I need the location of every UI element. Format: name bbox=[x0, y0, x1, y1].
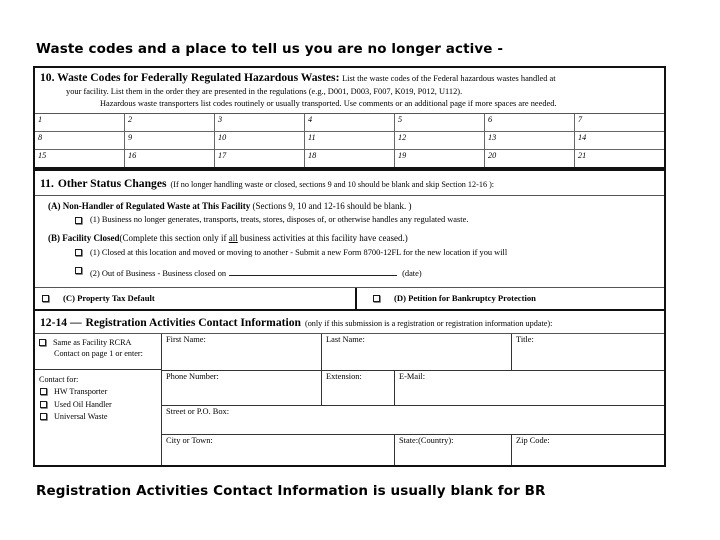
section-11-title: Other Status Changes bbox=[57, 177, 167, 191]
phone-number-field[interactable]: Phone Number: bbox=[162, 371, 322, 405]
section-10-instruction-line2: your facility. List them in the order they are presented in the regulations (e.g., D001, D003, F007, K019, P012, U112). bbox=[66, 86, 463, 96]
zip-code-field[interactable]: Zip Code: bbox=[516, 436, 550, 446]
waste-code-cell-20[interactable]: 20 bbox=[485, 150, 575, 167]
contact-for-option-label: Universal Waste bbox=[54, 411, 108, 421]
checkbox-icon[interactable] bbox=[373, 295, 380, 302]
waste-code-row bbox=[35, 132, 664, 150]
contact-information-table bbox=[35, 334, 664, 465]
waste-code-grid bbox=[35, 114, 664, 169]
contact-row-phone bbox=[162, 371, 664, 406]
waste-code-cell-13[interactable]: 13 bbox=[485, 132, 575, 149]
section-12-14-header bbox=[35, 311, 664, 335]
closed-on-date-input[interactable] bbox=[229, 266, 397, 276]
part-b-item-2-date-label: (date) bbox=[402, 268, 422, 278]
part-b-note-post: business activities at this facility have ceased.) bbox=[237, 233, 408, 244]
part-a-item-1[interactable] bbox=[40, 215, 659, 225]
checkbox-icon[interactable] bbox=[39, 339, 46, 346]
section-10-title: Waste Codes for Federally Regulated Hazardous Wastes: bbox=[57, 71, 340, 84]
section-11-body bbox=[35, 196, 664, 288]
waste-code-cell-5[interactable]: 5 bbox=[395, 114, 485, 131]
part-b-item-2-label bbox=[90, 266, 422, 279]
epa-form-8700-12fl bbox=[33, 66, 666, 467]
section-10-instruction-line3: Hazardous waste transporters list codes routinely or usually transported. Use comments or an additional page if more spaces are needed. bbox=[100, 98, 557, 108]
part-b-note-pre: (Complete this section only if bbox=[119, 233, 229, 244]
same-as-rcra-label-line1: Same as Facility RCRA bbox=[53, 338, 132, 348]
part-c-option[interactable] bbox=[35, 288, 357, 309]
contact-row-street bbox=[162, 406, 664, 435]
waste-code-row bbox=[35, 114, 664, 132]
checkbox-icon[interactable] bbox=[75, 267, 82, 274]
waste-code-cell-1[interactable]: 1 bbox=[35, 114, 125, 131]
contact-left-column bbox=[35, 334, 162, 465]
waste-code-cell-8[interactable]: 8 bbox=[35, 132, 125, 149]
contact-right-column bbox=[162, 334, 664, 465]
section-10-instruction-line1: List the waste codes of the Federal hazardous wastes handled at bbox=[342, 74, 556, 83]
checkbox-icon[interactable] bbox=[42, 295, 49, 302]
contact-for-option-label: Used Oil Handler bbox=[54, 399, 112, 409]
part-b-item-1-label: (1) Closed at this location and moved or moving to another - Submit a new Form 8700-12FL for the new location if you will bbox=[90, 247, 508, 257]
waste-code-cell-3[interactable]: 3 bbox=[215, 114, 305, 131]
section-11-header bbox=[35, 171, 664, 196]
part-d-option[interactable] bbox=[357, 288, 664, 309]
checkbox-icon[interactable] bbox=[40, 413, 47, 420]
first-name-field[interactable]: First Name: bbox=[162, 334, 322, 370]
street-field[interactable]: Street or P.O. Box: bbox=[166, 407, 230, 417]
section-10-number: 10. bbox=[40, 71, 55, 84]
waste-code-cell-19[interactable]: 19 bbox=[395, 150, 485, 167]
slide-caption-top: Waste codes and a place to tell us you are no longer active - bbox=[36, 41, 504, 57]
part-c-label: (C) Property Tax Default bbox=[63, 293, 155, 304]
slide-caption-bottom: Registration Activities Contact Information is usually blank for BR bbox=[36, 483, 546, 499]
part-b-item-2[interactable] bbox=[40, 266, 659, 279]
waste-code-cell-17[interactable]: 17 bbox=[215, 150, 305, 167]
extension-field[interactable]: Extension: bbox=[322, 371, 395, 405]
waste-code-row bbox=[35, 150, 664, 167]
waste-code-cell-10[interactable]: 10 bbox=[215, 132, 305, 149]
contact-row-name bbox=[162, 334, 664, 371]
checkbox-icon[interactable] bbox=[40, 401, 47, 408]
section-11-part-b-header bbox=[40, 233, 659, 243]
part-a-note: (Sections 9, 10 and 12-16 should be blank. ) bbox=[252, 200, 412, 211]
checkbox-icon[interactable] bbox=[75, 249, 82, 256]
contact-for-option-label: HW Transporter bbox=[54, 387, 108, 397]
section-10-header bbox=[35, 68, 664, 114]
waste-code-cell-18[interactable]: 18 bbox=[305, 150, 395, 167]
checkbox-icon[interactable] bbox=[75, 217, 82, 224]
waste-code-cell-2[interactable]: 2 bbox=[125, 114, 215, 131]
email-field[interactable]: E-Mail: bbox=[399, 372, 426, 382]
checkbox-icon[interactable] bbox=[40, 388, 47, 395]
waste-code-cell-21[interactable]: 21 bbox=[578, 151, 587, 161]
contact-row-city bbox=[162, 435, 664, 465]
city-field[interactable]: City or Town: bbox=[162, 435, 395, 465]
part-a-item-1-label: (1) Business no longer generates, transports, treats, stores, disposes of, or otherwise handles any regulated waste. bbox=[90, 215, 469, 225]
waste-code-cell-6[interactable]: 6 bbox=[485, 114, 575, 131]
waste-code-cell-7[interactable]: 7 bbox=[578, 115, 583, 125]
contact-for-option-universal-waste[interactable] bbox=[39, 411, 157, 422]
state-country-field[interactable]: State:(Country): bbox=[395, 435, 512, 465]
same-as-rcra-contact-block[interactable] bbox=[35, 334, 161, 370]
contact-for-header: Contact for: bbox=[39, 375, 79, 385]
waste-code-cell-11[interactable]: 11 bbox=[305, 132, 395, 149]
same-as-rcra-label-line2: Contact on page 1 or enter: bbox=[54, 348, 143, 358]
part-b-label: (B) Facility Closed bbox=[48, 233, 120, 244]
waste-code-cell-4[interactable]: 4 bbox=[305, 114, 395, 131]
section-12-14-note: (only if this submission is a registration or registration information update): bbox=[304, 318, 553, 328]
part-b-item-2-text: (2) Out of Business - Business closed on bbox=[90, 268, 227, 278]
section-11-part-a-header bbox=[40, 201, 659, 211]
section-11 bbox=[35, 171, 664, 311]
contact-for-option-used-oil-handler[interactable] bbox=[39, 399, 157, 410]
section-11-cd-row bbox=[35, 288, 664, 311]
waste-code-cell-15[interactable]: 15 bbox=[35, 150, 125, 167]
contact-for-option-hw-transporter[interactable] bbox=[39, 386, 157, 397]
part-a-label: (A) Non-Handler of Regulated Waste at This Facility bbox=[48, 200, 251, 211]
section-12-14 bbox=[35, 311, 664, 466]
part-b-note-emphasis: all bbox=[228, 233, 238, 244]
waste-code-cell-12[interactable]: 12 bbox=[395, 132, 485, 149]
waste-code-cell-16[interactable]: 16 bbox=[125, 150, 215, 167]
part-d-label: (D) Petition for Bankruptcy Protection bbox=[394, 293, 536, 304]
section-10 bbox=[35, 68, 664, 171]
section-12-14-number: 12-14 — bbox=[40, 315, 82, 329]
last-name-field[interactable]: Last Name: bbox=[322, 334, 512, 370]
section-12-14-title: Registration Activities Contact Information bbox=[85, 315, 301, 329]
section-11-number: 11. bbox=[40, 177, 54, 191]
waste-code-cell-9[interactable]: 9 bbox=[125, 132, 215, 149]
part-b-item-1[interactable] bbox=[40, 248, 659, 258]
contact-for-block bbox=[35, 370, 161, 440]
waste-code-cell-14[interactable]: 14 bbox=[578, 133, 587, 143]
section-11-note: (If no longer handling waste or closed, sections 9 and 10 should be blank and skip Section 12-16 ): bbox=[170, 180, 495, 190]
title-field[interactable]: Title: bbox=[516, 335, 534, 345]
